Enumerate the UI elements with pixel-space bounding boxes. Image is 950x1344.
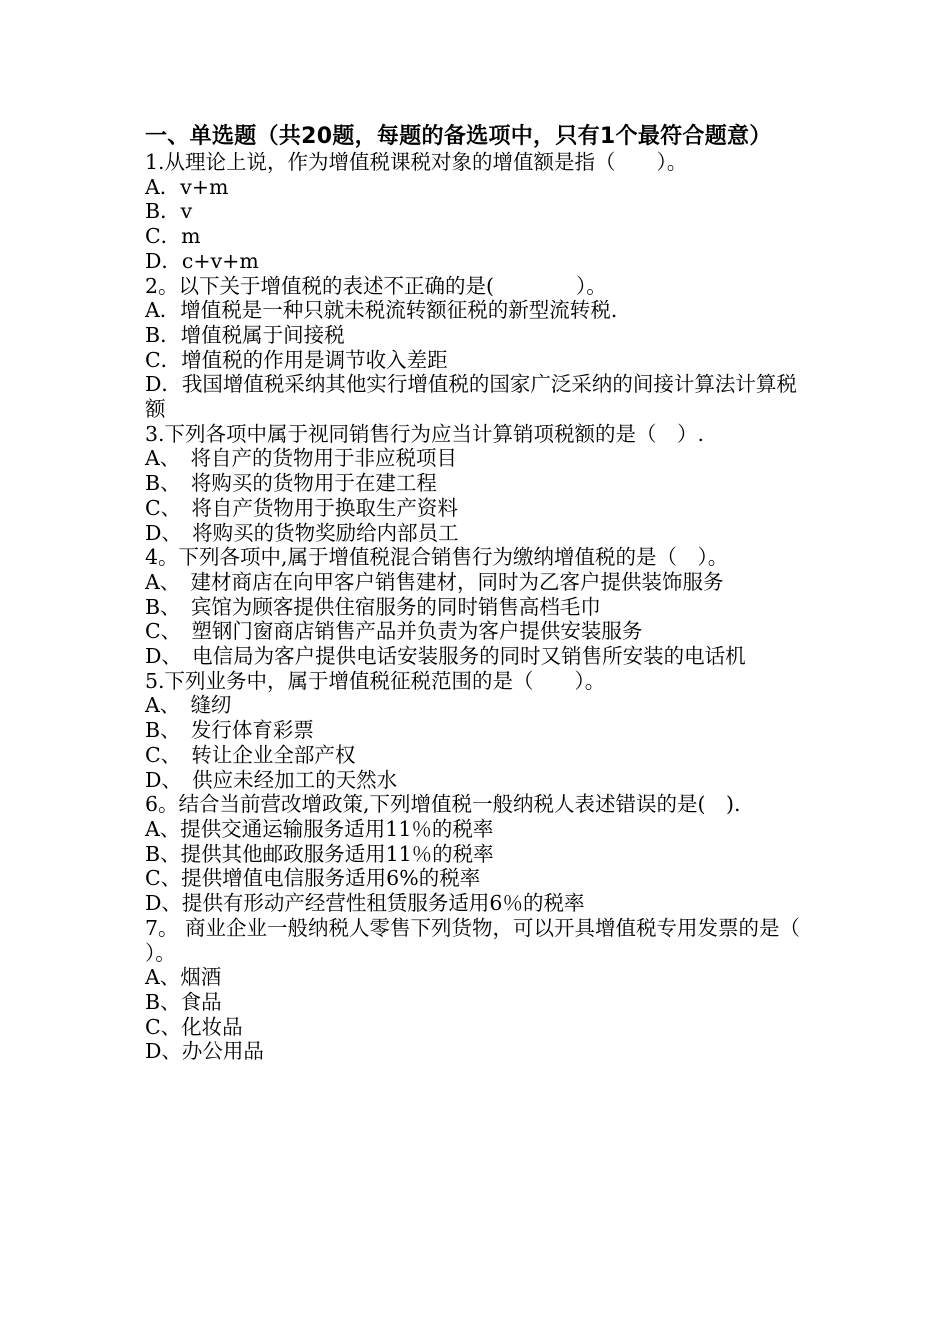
question-2 [145,274,810,422]
question-7 [145,915,842,1064]
option-b: B、 发行体育彩票 [145,718,314,743]
question-stem: 2。以下关于增值税的表述不正确的是( ）。 [145,273,607,298]
question-stem: 3.下列各项中属于视同销售行为应当计算销项税额的是（ ）. [145,421,705,446]
option-d: D、提供有形动产经营性租赁服务适用6％的税率 [145,891,585,916]
option-b: B．v [145,199,193,224]
option-c: C．m [145,224,201,249]
question-6 [145,792,810,916]
question-3 [145,422,810,546]
question-stem: 1.从理论上说，作为增值税课税对象的增值额是指（ ）。 [145,150,688,174]
option-d: D、办公用品 [145,1039,264,1064]
option-a: A、 缝纫 [145,693,232,718]
question-4 [145,545,810,669]
option-c: C．增值税的作用是调节收入差距 [145,347,448,372]
document-page [145,124,842,1064]
question-stem: 5.下列业务中，属于增值税征税范围的是（ ）。 [145,668,606,693]
option-c: C、 塑钢门窗商店销售产品并负责为客户提供安装服务 [145,619,643,644]
option-c: C、 转让企业全部产权 [145,742,356,767]
option-d: D．c+v+m [145,248,259,273]
option-a: A、烟酒 [145,965,222,990]
option-d: D．我国增值税采纳其他实行增值税的国家广泛采纳的间接计算法计算税额 [145,372,797,422]
question-stem: 6。结合当前营改增政策,下列增值税一般纳税人表述错误的是( ). [145,792,741,817]
option-b: B、 宾馆为顾客提供住宿服务的同时销售高档毛巾 [145,594,601,619]
option-a: A、 建材商店在向甲客户销售建材，同时为乙客户提供装饰服务 [145,569,724,594]
option-a: A．v+m [145,174,229,199]
option-c: C、提供增值电信服务适用6%的税率 [145,866,481,891]
section-heading: 一、单选题（共20题，每题的备选项中，只有1个最符合题意） [145,124,772,149]
question-1 [145,150,810,274]
option-b: B、提供其他邮政服务适用11％的税率 [145,841,494,866]
option-d: D、 将购买的货物奖励给内部员工 [145,520,459,545]
question-stem: 7。 商业企业一般纳税人零售下列货物，可以开具增值税专用发票的是（ ）。 [145,915,842,965]
option-a: A、提供交通运输服务适用11％的税率 [145,816,494,841]
option-c: C、化妆品 [145,1014,243,1039]
option-b: B、 将购买的货物用于在建工程 [145,471,437,496]
option-a: A、 将自产的货物用于非应税项目 [145,446,458,471]
option-b: B．增值税属于间接税 [145,322,345,347]
option-d: D、 电信局为客户提供电话安装服务的同时又销售所安装的电话机 [145,644,746,669]
option-a: A．增值税是一种只就未税流转额征税的新型流转税. [145,298,618,323]
question-stem: 4。下列各项中,属于增值税混合销售行为缴纳增值税的是（ ）。 [145,545,729,570]
question-5 [145,669,810,793]
option-b: B、食品 [145,989,222,1014]
option-d: D、 供应未经加工的天然水 [145,767,398,792]
option-c: C、 将自产货物用于换取生产资料 [145,495,458,520]
